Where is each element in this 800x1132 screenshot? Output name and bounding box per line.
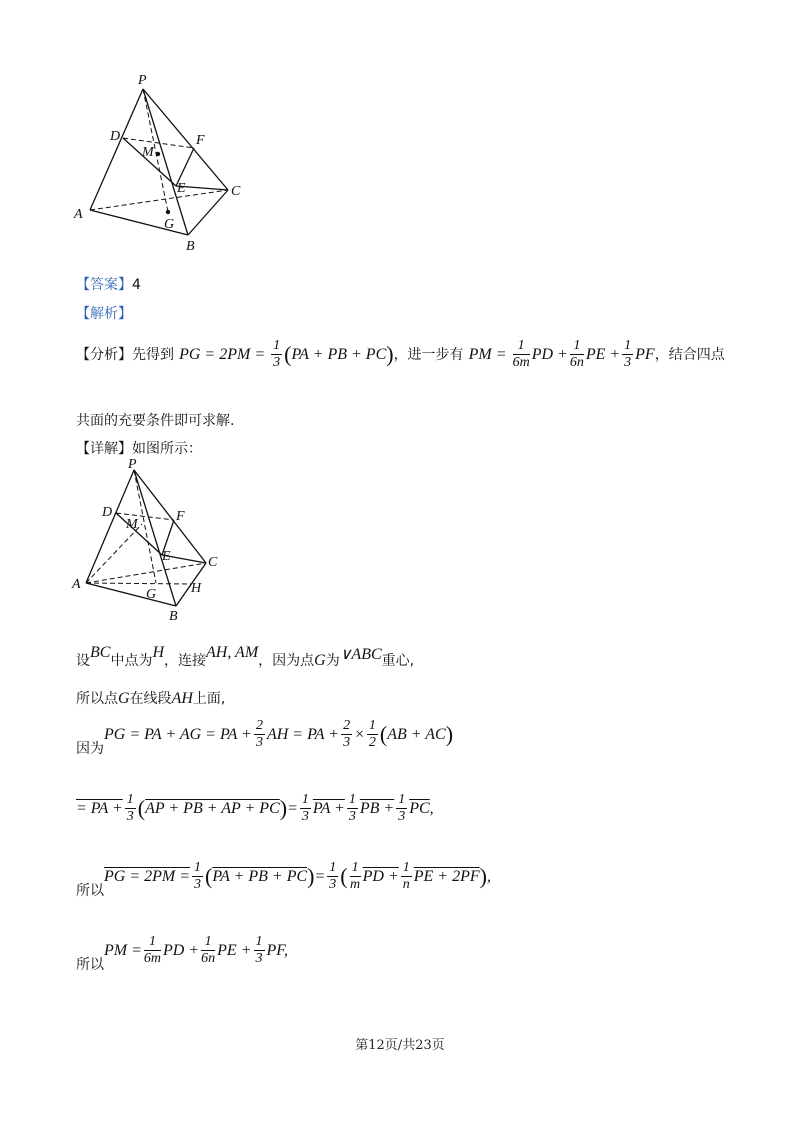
eq-line: = PA + $\frac{1}{3}$ (AP + PB + AP + PC)= $\frac{1}{3}$ PA + $\frac{1}{3}$ PB + $\frac{1}{3}$ $\overline{PC}$, bbox=[76, 792, 434, 824]
label-M: M bbox=[142, 145, 154, 160]
because-f3: $\frac{1}{2}$ bbox=[368, 718, 376, 750]
so3-line bbox=[76, 934, 288, 974]
label-A: A bbox=[72, 577, 81, 592]
fenxi-frac-c: $\frac{1}{3}$ bbox=[624, 338, 632, 370]
label-H: H bbox=[191, 581, 202, 596]
so2-e5: PE + 2PF bbox=[413, 868, 480, 885]
label-D: D bbox=[110, 129, 121, 144]
fenxi-frac-b: $\frac{1}{6n}$ bbox=[569, 338, 584, 370]
so2-f3: $\frac{1}{m}$ bbox=[350, 860, 361, 892]
fenxi-frac1: $\frac{1}{3}$ bbox=[273, 338, 281, 370]
set-t1: 设 bbox=[76, 653, 90, 669]
answer-tag: 【答案】 bbox=[76, 277, 132, 293]
answer-line bbox=[76, 274, 141, 294]
so3-e2: PD + bbox=[163, 942, 200, 959]
eq-f2: $\frac{1}{3}$ bbox=[301, 792, 309, 824]
eq-f3: $\frac{1}{3}$ bbox=[348, 792, 356, 824]
set-line bbox=[76, 644, 414, 670]
so-t2: 在线段 bbox=[129, 691, 172, 707]
so3-e3: PE + bbox=[217, 942, 252, 959]
set-t5: 为 bbox=[325, 653, 340, 669]
edge-PC bbox=[143, 89, 228, 190]
figure-tetrahedron-2 bbox=[66, 458, 236, 628]
so3-t1: 所以 bbox=[76, 957, 104, 973]
eq-e4: PA + bbox=[312, 800, 345, 817]
edge-AM bbox=[86, 524, 142, 583]
set-ahm: AH, AM bbox=[206, 644, 259, 661]
so3-e4: PF bbox=[266, 942, 284, 959]
so-ah: AH bbox=[171, 690, 193, 707]
eq-e3: = bbox=[287, 800, 298, 817]
label-G: G bbox=[146, 587, 157, 602]
fenxi-term-a: PD + bbox=[531, 346, 568, 363]
fenxi-term-c: PF bbox=[635, 346, 655, 363]
label-C: C bbox=[208, 555, 218, 570]
set-t6: 重心, bbox=[381, 653, 415, 669]
eq-e7: , bbox=[429, 800, 434, 817]
label-P: P bbox=[128, 458, 137, 472]
label-B: B bbox=[169, 609, 178, 624]
figure-tetrahedron-1 bbox=[60, 70, 260, 260]
so2-f4: $\frac{1}{n}$ bbox=[402, 860, 410, 892]
eq-e6: $\overline{PC}$ bbox=[409, 800, 430, 817]
so3-f2: $\frac{1}{6n}$ bbox=[201, 934, 216, 966]
label-E: E bbox=[177, 181, 186, 196]
so2-e1: PG = 2PM = bbox=[104, 868, 191, 885]
analysis-tag: 【解析】 bbox=[76, 306, 132, 322]
so2-line: 所以PG = 2PM = $\frac{1}{3}$ (PA + PB + PC)= $\frac{1}{3}$ ( $\frac{1}{m}$ PD + $\frac{1}{n}$ PE + 2PF), bbox=[76, 860, 491, 899]
because-e1: PG = PA + AG = PA + bbox=[104, 726, 252, 743]
so2-f1: $\frac{1}{3}$ bbox=[194, 860, 202, 892]
edge-AC bbox=[90, 190, 228, 210]
edge-BC bbox=[188, 190, 228, 235]
set-t3: ，连接 bbox=[164, 653, 207, 669]
so2-e4: PD + bbox=[362, 868, 399, 885]
so2-f2: $\frac{1}{3}$ bbox=[329, 860, 337, 892]
label-G: G bbox=[164, 217, 175, 232]
label-B: B bbox=[186, 239, 195, 254]
set-g: G bbox=[314, 652, 326, 669]
detail-text: 如图所示： bbox=[132, 441, 202, 457]
fenxi-expr2: PM = bbox=[468, 346, 511, 363]
label-F: F bbox=[176, 509, 185, 524]
label-P: P bbox=[138, 73, 147, 88]
eq-e2: AP + PB + AP + PC bbox=[145, 800, 280, 817]
so-line bbox=[76, 688, 225, 708]
edge-DF bbox=[116, 513, 174, 520]
detail-tag: 【详解】 bbox=[76, 441, 132, 457]
so2-e2: PA + PB + PC bbox=[212, 868, 308, 885]
so-t1: 所以点 bbox=[76, 691, 118, 707]
edge-DE bbox=[116, 513, 162, 555]
set-t2: 中点为 bbox=[110, 653, 153, 669]
set-tri: ∨ABC bbox=[339, 646, 382, 663]
fenxi-tag: 【分析】 bbox=[76, 347, 132, 363]
point-M bbox=[156, 152, 160, 156]
fenxi-text3: ，结合四点 bbox=[654, 347, 725, 363]
detail-line bbox=[76, 438, 202, 458]
eq-f1: $\frac{1}{3}$ bbox=[126, 792, 134, 824]
fenxi-expr1b: PA + PB + PC bbox=[291, 346, 387, 363]
fenxi-line: 【分析】先得到 PG = 2PM = $\frac{1}{3}$ (PA + PB + PC)，进一步有 PM = $\frac{1}{6m}$ PD + $\frac{1}{6n}$ PE + $\frac{1}{3}$ PF，结合四点 bbox=[76, 338, 725, 370]
because-e4: AB + AC bbox=[387, 726, 446, 743]
set-bc: BC bbox=[90, 644, 111, 661]
fenxi-text1: 先得到 bbox=[132, 347, 174, 363]
label-C: C bbox=[231, 184, 241, 199]
label-E: E bbox=[162, 549, 171, 564]
fenxi-term-b: PE + bbox=[585, 346, 621, 363]
label-A: A bbox=[74, 207, 83, 222]
because-f1: $\frac{2}{3}$ bbox=[255, 718, 263, 750]
because-e2: AH = PA + bbox=[266, 726, 340, 743]
so3-f1: $\frac{1}{6m}$ bbox=[143, 934, 162, 966]
so2-e6: , bbox=[486, 868, 491, 885]
fenxi-expr1: PG = 2PM = bbox=[179, 346, 270, 363]
so3-e1: PM = bbox=[104, 942, 142, 959]
label-F: F bbox=[196, 133, 205, 148]
label-D: D bbox=[102, 505, 113, 520]
so2-t1: 所以 bbox=[76, 883, 104, 899]
answer-value: 4 bbox=[132, 277, 141, 293]
so-t3: 上面, bbox=[192, 691, 226, 707]
fenxi-text2: ，进一步有 bbox=[393, 347, 464, 363]
edge-AH bbox=[86, 583, 191, 584]
eq-f4: $\frac{1}{3}$ bbox=[398, 792, 406, 824]
because-line: 因为PG = PA + AG = PA + $\frac{2}{3}$ AH = PA + $\frac{2}{3}$ × $\frac{1}{2}$ (AB + AC) bbox=[76, 718, 454, 757]
so3-e5: , bbox=[283, 942, 288, 959]
eq-e5: PB + bbox=[359, 800, 395, 817]
edge-AB bbox=[86, 583, 176, 606]
so-g: G bbox=[118, 690, 130, 707]
point-G bbox=[166, 210, 170, 214]
set-t4: ，因为点 bbox=[258, 653, 315, 669]
page-number: 第12页/共23页 bbox=[355, 1038, 445, 1053]
because-f2: $\frac{2}{3}$ bbox=[343, 718, 351, 750]
set-h: H bbox=[152, 644, 165, 661]
because-t1: 因为 bbox=[76, 741, 104, 757]
so3-f3: $\frac{1}{3}$ bbox=[255, 934, 263, 966]
fenxi-frac-a: $\frac{1}{6m}$ bbox=[512, 338, 530, 370]
label-M: M bbox=[126, 517, 138, 532]
because-e3: × bbox=[354, 726, 365, 743]
edge-PB bbox=[134, 470, 176, 606]
eq-e1: = PA + bbox=[76, 800, 123, 817]
fenxi-line2: 共面的充要条件即可求解. bbox=[76, 413, 235, 429]
so2-e3: = bbox=[314, 868, 326, 885]
edge-AC bbox=[86, 563, 206, 583]
